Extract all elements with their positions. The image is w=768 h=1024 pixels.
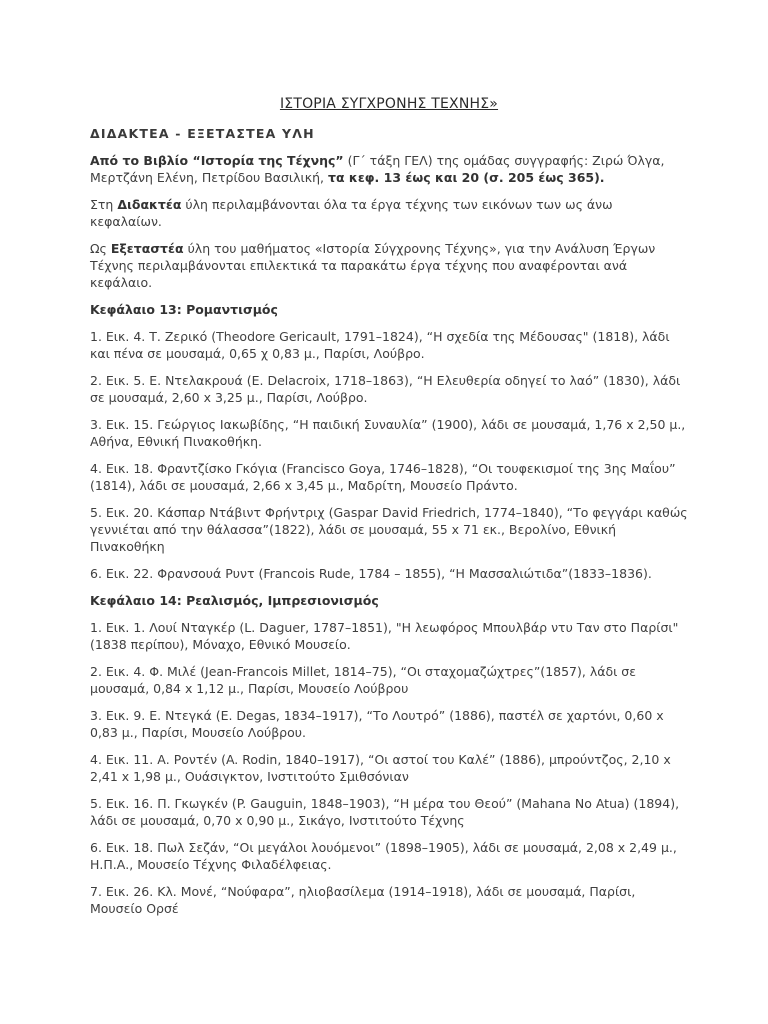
chapter-14-item: 4. Εικ. 11. Α. Ροντέν (A. Rodin, 1840–1917), “Οι αστοί του Καλέ” (1886), μπρούντζος, 2,10 x 2,41 x 1,98 μ., Ουάσιγκτον, Ινστιτούτο Σμιθσόνιαν xyxy=(90,752,671,784)
chapter-14-item: 6. Εικ. 18. Πωλ Σεζάν, “Οι μεγάλοι λουόμενοι” (1898–1905), λάδι σε μουσαμά, 2,08 x 2,49 μ., Η.Π.Α., Μουσείο Τέχνης Φιλαδέλφειας. xyxy=(90,840,677,872)
intro-bold-book: Από το Βιβλίο “Ιστορία της Τέχνης” xyxy=(90,153,344,168)
didaktea-paragraph xyxy=(90,196,688,230)
chapter-14-heading: Κεφάλαιο 14: Ρεαλισμός, Ιμπρεσιονισμός xyxy=(90,593,379,608)
chapter-13-item: 4. Εικ. 18. Φραντζίσκο Γκόγια (Francisco Goya, 1746–1828), “Οι τουφεκισμοί της 3ης Μαΐου” (1814), λάδι σε μουσαμά, 2,66 x 3,45 μ., Μαδρίτη, Μουσείο Πράντο. xyxy=(90,461,676,493)
chapter-13-item: 2. Εικ. 5. Ε. Ντελακρουά (E. Delacroix, 1718–1863), “Η Ελευθερία οδηγεί το λαό” (1830), λάδι σε μουσαμά, 2,60 x 3,25 μ., Παρίσι, Λούβρο. xyxy=(90,373,681,405)
chapter-13-item: 5. Εικ. 20. Κάσπαρ Ντάβιντ Φρήντριχ (Gaspar David Friedrich, 1774–1840), “Το φεγγάρι καθώς γεννιέται από την θάλασσα”(1822), λάδι σε μουσαμά, 55 x 71 εκ., Βερολίνο, Εθνική Πινακοθήκη xyxy=(90,505,688,554)
didaktea-bold: Διδακτέα xyxy=(117,197,182,212)
document-title: ΙΣΤΟΡΙΑ ΣΥΓΧΡΟΝΗΣ ΤΕΧΝΗΣ» xyxy=(279,96,499,112)
chapter-13-item: 3. Εικ. 15. Γεώργιος Ιακωβίδης, “Η παιδική Συναυλία” (1900), λάδι σε μουσαμά, 1,76 x 2,50 μ., Αθήνα, Εθνική Πινακοθήκη. xyxy=(90,417,686,449)
intro-text: (Γ΄ τάξη ΓΕΛ) της ομάδας συγγραφής: Ζιρώ Όλγα, Μερτζάνη Ελένη, Πετρίδου Βασιλική, xyxy=(90,153,665,185)
chapter-14-item: 1. Εικ. 1. Λουί Νταγκέρ (L. Daguer, 1787–1851), "Η λεωφόρος Μπουλβάρ ντυ Ταν στο Παρίσι" (1838 περίπου), Μόναχο, Εθνικό Μουσείο. xyxy=(90,620,679,652)
exetastea-pre: Ως xyxy=(90,241,111,256)
didaktea-post: ύλη περιλαμβάνονται όλα τα έργα τέχνης των εικόνων των ως άνω κεφαλαίων. xyxy=(90,197,613,229)
chapter-14-item: 2. Εικ. 4. Φ. Μιλέ (Jean-Francois Millet, 1814–75), “Οι σταχομαζώχτρες”(1857), λάδι σε μουσαμά, 0,84 x 1,12 μ., Παρίσι, Μουσείο Λούβρου xyxy=(90,664,636,696)
document-subtitle: ΔΙΔΑΚΤΕΑ - ΕΞΕΤΑΣΤΕΑ ΥΛΗ xyxy=(90,126,315,141)
exetastea-bold: Εξεταστέα xyxy=(110,241,184,256)
chapter-14-item: 5. Εικ. 16. Π. Γκωγκέν (P. Gauguin, 1848–1903), “Η μέρα του Θεού” (Mahana No Atua) (1894), λάδι σε μουσαμά, 0,70 x 0,90 μ., Σικάγο, Ινστιτούτο Τέχνης xyxy=(90,796,680,828)
chapter-14-item: 7. Εικ. 26. Κλ. Μονέ, “Νούφαρα”, ηλιοβασίλεμα (1914–1918), λάδι σε μουσαμά, Παρίσι, Μουσείο Ορσέ xyxy=(90,884,636,916)
chapter-13-item: 6. Εικ. 22. Φρανσουά Ρυντ (Francois Rude, 1784 – 1855), “Η Μασσαλιώτιδα”(1833–1836). xyxy=(90,566,652,581)
intro-paragraph xyxy=(90,152,688,186)
didaktea-pre: Στη xyxy=(90,197,118,212)
chapter-13-heading: Κεφάλαιο 13: Ρομαντισμός xyxy=(90,302,278,317)
chapter-13-item: 1. Εικ. 4. Τ. Ζερικό (Theodore Gericault, 1791–1824), “Η σχεδία της Μέδουσας" (1818), λάδι και πένα σε μουσαμά, 0,65 χ 0,83 μ., Παρίσι, Λούβρο. xyxy=(90,329,670,361)
exetastea-post: ύλη του μαθήματος «Ιστορία Σύγχρονης Τέχνης», για την Ανάλυση Έργων Τέχνης περιλαμβάνονται επιλεκτικά τα παρακάτω έργα τέχνης που αναφέρονται ανά κεφάλαιο. xyxy=(90,241,656,290)
chapter-14-item: 3. Εικ. 9. Ε. Ντεγκά (E. Degas, 1834–1917), “Το Λουτρό” (1886), παστέλ σε χαρτόνι, 0,60 x 0,83 μ., Παρίσι, Μουσείο Λούβρου. xyxy=(90,708,664,740)
intro-bold-chapters: τα κεφ. 13 έως και 20 (σ. 205 έως 365). xyxy=(328,170,605,185)
exetastea-paragraph xyxy=(90,240,688,291)
